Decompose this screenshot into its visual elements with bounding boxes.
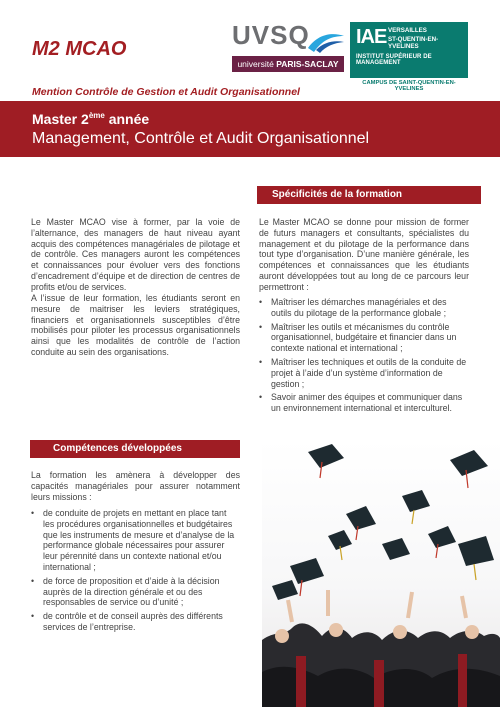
iae-line-1: VERSAILLES xyxy=(388,27,427,34)
list-item: • Savoir animer des équipes et communiquer dans un environnement international et interculturel. xyxy=(259,392,463,414)
uvsq-logo xyxy=(232,20,344,78)
list-item: • de conduite de projets en mettant en place tant les procédures organisationnelles et budgétaires que les instruments de mesure et d’analyse de la performance globale nécessaires pour assurer leur pérennité dans un contexte national et/ou international ; xyxy=(31,508,235,572)
competences-heading: Compétences développées xyxy=(31,441,239,457)
intro-paragraph-2: A l’issue de leur formation, les étudiants seront en mesure de maitriser les leviers stratégiques, financiers et organisationnels susceptibles d’être mobilisés pour piloter les processus organisationnels ainsi que les modalités de contrôle de l’action conduite au sein des organisations. xyxy=(31,293,240,357)
specificites-intro: Le Master MCAO se donne pour mission de former de futurs managers et consultants, spécialistes du management et du pilotage de la performance dans tout type d’organisation. D’une manière générale, les compétences et connaissances que les étudiants auront développées tout au long de ce parcours leur permettront : xyxy=(259,217,469,292)
uvsq-wordmark: UVSQ xyxy=(232,20,310,50)
iae-campus-label: CAMPUS DE SAINT-QUENTIN-EN-YVELINES xyxy=(362,80,456,92)
list-item: • Maîtriser les démarches managériales et des outils du pilotage de la performance globale ; xyxy=(259,297,447,318)
competences-intro: La formation les amènera à développer des capacités managériales pour assurer notamment leurs missions : xyxy=(31,470,240,502)
list-item: • de force de proposition et d’aide à la décision auprès de la direction générale et ou des responsables de service ou d’unité ; xyxy=(31,575,220,608)
list-item: • Maîtriser les outils et mécanismes du contrôle organisationnel, budgétaire et financier dans un contexte national et international ; xyxy=(259,321,457,354)
iae-mark: IAE xyxy=(356,26,387,48)
competences-list xyxy=(31,508,240,636)
list-item: • de contrôle et de conseil auprès des différents services de l’entreprise. xyxy=(31,611,223,632)
document-title: M2 MCAO xyxy=(32,38,127,60)
master-level: Master 2ème année xyxy=(32,111,150,127)
paris-saclay-badge: université PARIS-SACLAY xyxy=(232,56,344,72)
specificites-list xyxy=(259,297,469,417)
swoosh-icon xyxy=(306,30,346,56)
iae-logo xyxy=(350,22,468,78)
graduation-photo xyxy=(262,440,500,707)
mention-subtitle: Mention Contrôle de Gestion et Audit Organisationnel xyxy=(32,86,300,98)
intro-paragraph-1: Le Master MCAO vise à former, par la voie de l’alternance, des managers de haut niveau ayant acquis des compétences managériales de pilotage et de contrôle. Ces managers auront les compétences et connaissances pour évoluer vers des fonctions d’encadrement d’équipe et de direction de centres de profits et/ou de services. xyxy=(31,217,240,292)
program-banner xyxy=(0,101,500,157)
list-item: • Maîtriser les techniques et outils de la conduite de projet à l’aide d’un système d’information de gestion ; xyxy=(259,356,467,389)
program-name: Management, Contrôle et Audit Organisationnel xyxy=(32,130,370,147)
iae-line-2: ST-QUENTIN-EN-YVELINES xyxy=(388,36,439,50)
specificites-heading: Spécificités de la formation xyxy=(258,187,480,203)
iae-line-3: INSTITUT SUPÉRIEUR DE MANAGEMENT xyxy=(356,54,432,66)
